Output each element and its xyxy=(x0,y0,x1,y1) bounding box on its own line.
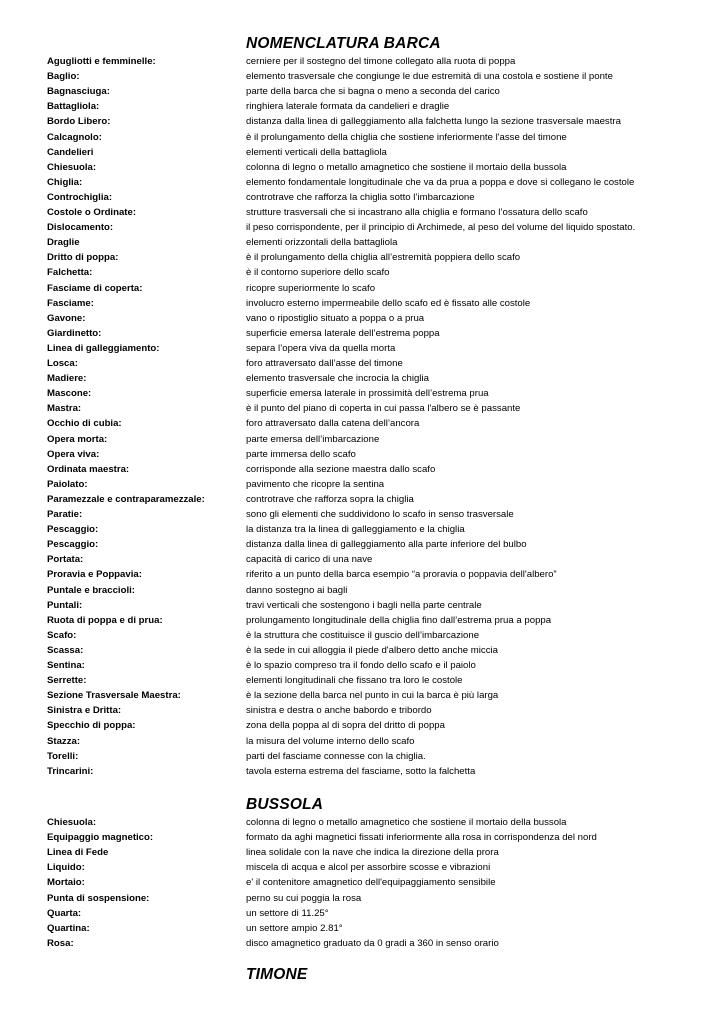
glossary-definition: linea solidale con la nave che indica la direzione della prora xyxy=(246,847,499,859)
glossary-definition: parti del fasciame connesse con la chiglia. xyxy=(246,750,426,762)
glossary-term: Linea di galleggiamento: xyxy=(47,342,160,354)
glossary-entry xyxy=(0,658,724,673)
glossary-term: Pescaggio: xyxy=(47,524,99,536)
glossary-term: Draglie xyxy=(47,237,80,249)
glossary-definition: parte emersa dell’imbarcazione xyxy=(246,433,380,445)
glossary-entry xyxy=(0,507,724,522)
glossary-entry xyxy=(0,356,724,371)
glossary-definition: foro attraversato dalla catena dell’ancora xyxy=(246,418,420,430)
glossary-definition: strutture trasversali che si incastrano alla chiglia e formano l’ossatura dello scafo xyxy=(246,207,588,218)
glossary-term: Candelieri xyxy=(47,146,94,158)
glossary-term: Occhio di cubia: xyxy=(47,418,122,430)
glossary-definition: riferito a un punto della barca esempio “a proravia o poppavia dell'albero” xyxy=(246,569,557,581)
glossary-definition: sono gli elementi che suddividono lo scafo in senso trasversale xyxy=(246,509,514,520)
glossary-definition: capacità di carico di una nave xyxy=(246,554,373,566)
glossary-definition: superficie emersa laterale dell’estrema poppa xyxy=(246,327,440,339)
glossary-entry xyxy=(0,160,724,175)
glossary-entry xyxy=(0,311,724,326)
glossary-definition: ringhiera laterale formata da candelieri e draglie xyxy=(246,101,450,113)
glossary-entry xyxy=(0,845,724,860)
glossary-definition: è il prolungamento della chiglia all’estremità poppiera dello scafo xyxy=(246,252,521,264)
glossary-definition: parte della barca che si bagna o meno a seconda del carico xyxy=(246,86,500,98)
glossary-term: Proravia e Poppavia: xyxy=(47,569,142,581)
glossary-entry xyxy=(0,537,724,552)
glossary-term: Pescaggio: xyxy=(47,539,99,551)
glossary-entry xyxy=(0,567,724,582)
glossary-term: Quarta: xyxy=(47,907,82,919)
glossary-entry xyxy=(0,906,724,921)
glossary-definition: un settore ampio 2.81° xyxy=(246,922,343,934)
glossary-entry xyxy=(0,477,724,492)
glossary-term: Puntale e braccioli: xyxy=(47,584,135,596)
glossary-entry xyxy=(0,69,724,84)
glossary-definition: distanza dalla linea di galleggiamento alla falchetta lungo la sezione trasversale maestra xyxy=(246,116,621,128)
glossary-entry xyxy=(0,860,724,875)
glossary-term: Fasciame: xyxy=(47,297,94,309)
glossary-term: Dritto di poppa: xyxy=(47,252,119,264)
glossary-entry xyxy=(0,250,724,265)
glossary-entry xyxy=(0,114,724,129)
glossary-entry xyxy=(0,341,724,356)
section-title: NOMENCLATURA BARCA xyxy=(246,35,441,52)
glossary-definition: elemento fondamentale longitudinale che va da prua a poppa e dove si collegano le costole xyxy=(246,176,635,188)
glossary-definition: controtrave che rafforza sopra la chiglia xyxy=(246,493,414,505)
glossary-term: Falchetta: xyxy=(47,267,93,279)
glossary-entry xyxy=(0,583,724,598)
glossary-definition: disco amagnetico graduato da 0 gradi a 360 in senso orario xyxy=(246,937,499,949)
glossary-term: Paratie: xyxy=(47,509,83,520)
glossary-definition: zona della poppa al di sopra del dritto di poppa xyxy=(246,720,445,732)
glossary-definition: tavola esterna estrema del fasciame, sotto la falchetta xyxy=(246,765,476,777)
glossary-entry xyxy=(0,703,724,718)
glossary-term: Paramezzale e contraparamezzale: xyxy=(47,493,205,505)
glossary-entry xyxy=(0,628,724,643)
glossary-definition: involucro esterno impermeabile dello scafo ed è fissato alle costole xyxy=(246,297,531,309)
glossary-term: Sezione Trasversale Maestra: xyxy=(47,690,181,702)
glossary-entry xyxy=(0,235,724,250)
glossary-term: Scafo: xyxy=(47,629,77,641)
glossary-definition: è la sede in cui alloggia il piede d'albero detto anche miccia xyxy=(246,644,498,656)
glossary-term: Torelli: xyxy=(47,750,79,762)
glossary-entry xyxy=(0,522,724,537)
glossary-definition: e' il contenitore amagnetico dell'equipaggiamento sensibile xyxy=(246,877,496,889)
glossary-entry xyxy=(0,462,724,477)
glossary-entry xyxy=(0,401,724,416)
glossary-entry xyxy=(0,296,724,311)
glossary-term: Portata: xyxy=(47,554,84,566)
glossary-definition: colonna di legno o metallo amagnetico che sostiene il mortaio della bussola xyxy=(246,817,567,828)
glossary-term: Agugliotti e femminelle: xyxy=(47,56,156,67)
glossary-term: Scassa: xyxy=(47,644,84,656)
glossary-entry xyxy=(0,447,724,462)
glossary-definition: prolungamento longitudinale della chiglia fino dall’estrema prua a poppa xyxy=(246,614,552,626)
glossary-term: Punta di sospensione: xyxy=(47,892,150,904)
glossary-entry xyxy=(0,734,724,749)
glossary-term: Costole o Ordinate: xyxy=(47,207,137,218)
glossary-term: Specchio di poppa: xyxy=(47,720,136,732)
glossary-definition: separa l’opera viva da quella morta xyxy=(246,342,396,354)
glossary-definition: ricopre superiormente lo scafo xyxy=(246,282,376,294)
glossary-definition: elemento trasversale che incrocia la chiglia xyxy=(246,373,429,385)
glossary-definition: è il punto del piano di coperta in cui passa l'albero se è passante xyxy=(246,403,521,415)
glossary-entry xyxy=(0,371,724,386)
glossary-entry xyxy=(0,936,724,951)
glossary-entry xyxy=(0,875,724,890)
glossary-entry xyxy=(0,598,724,613)
glossary-definition: pavimento che ricopre la sentina xyxy=(246,478,385,490)
glossary-term: Dislocamento: xyxy=(47,222,114,234)
section-title: TIMONE xyxy=(246,966,308,983)
glossary-definition: un settore di 11.25° xyxy=(246,907,329,919)
glossary-term: Paiolato: xyxy=(47,478,88,490)
glossary-entry xyxy=(0,281,724,296)
glossary-entry xyxy=(0,891,724,906)
glossary-definition: colonna di legno o metallo amagnetico che sostiene il mortaio della bussola xyxy=(246,161,567,173)
glossary-term: Fasciame di coperta: xyxy=(47,282,143,294)
glossary-term: Battagliola: xyxy=(47,101,100,113)
glossary-definition: sinistra e destra o anche babordo e tribordo xyxy=(246,705,432,717)
glossary-definition: elementi orizzontali della battagliola xyxy=(246,237,398,249)
glossary-term: Puntali: xyxy=(47,599,83,611)
glossary-term: Baglio: xyxy=(47,71,80,83)
glossary-entry xyxy=(0,643,724,658)
glossary-entry xyxy=(0,673,724,688)
glossary-term: Liquido: xyxy=(47,862,85,874)
glossary-definition: formato da aghi magnetici fissati inferiormente alla rosa in corrispondenza del nord xyxy=(246,832,597,844)
glossary-entry xyxy=(0,688,724,703)
glossary-entry xyxy=(0,749,724,764)
glossary-term: Sentina: xyxy=(47,660,85,671)
glossary-entry xyxy=(0,613,724,628)
glossary-term: Linea di Fede xyxy=(47,847,109,859)
glossary-term: Mortaio: xyxy=(47,877,85,889)
glossary-entry xyxy=(0,552,724,567)
glossary-term: Stazza: xyxy=(47,735,81,747)
glossary-definition: vano o ripostiglio situato a poppa o a prua xyxy=(246,312,425,324)
glossary-definition: è lo spazio compreso tra il fondo dello scafo e il paiolo xyxy=(246,660,476,671)
glossary-entry xyxy=(0,205,724,220)
glossary-entry xyxy=(0,921,724,936)
glossary-term: Calcagnolo: xyxy=(47,131,102,143)
glossary-definition: danno sostegno ai bagli xyxy=(246,584,348,596)
glossary-entry xyxy=(0,326,724,341)
glossary-definition: parte immersa dello scafo xyxy=(246,448,356,460)
glossary-definition: elemento trasversale che congiunge le due estremità di una costola e sostiene il ponte xyxy=(246,71,613,83)
glossary-definition: perno su cui poggia la rosa xyxy=(246,892,362,904)
glossary-entry xyxy=(0,175,724,190)
glossary-entry xyxy=(0,718,724,733)
glossary-term: Mascone: xyxy=(47,388,92,400)
glossary-definition: travi verticali che sostengono i bagli nella parte centrale xyxy=(246,599,482,611)
glossary-definition: elementi verticali della battagliola xyxy=(246,146,387,158)
glossary-term: Rosa: xyxy=(47,937,74,949)
glossary-term: Opera viva: xyxy=(47,448,100,460)
glossary-entry xyxy=(0,386,724,401)
glossary-definition: miscela di acqua e alcol per assorbire scosse e vibrazioni xyxy=(246,862,491,874)
glossary-term: Gavone: xyxy=(47,312,86,324)
glossary-definition: controtrave che rafforza la chiglia sotto l’imbarcazione xyxy=(246,191,475,203)
glossary-term: Ruota di poppa e di prua: xyxy=(47,614,163,626)
glossary-entry xyxy=(0,190,724,205)
glossary-definition: è la struttura che costituisce il guscio dell’imbarcazione xyxy=(246,629,480,641)
glossary-entry xyxy=(0,492,724,507)
glossary-term: Mastra: xyxy=(47,403,82,415)
glossary-term: Trincarini: xyxy=(47,765,94,777)
glossary-term: Ordinata maestra: xyxy=(47,463,130,475)
glossary-entry xyxy=(0,99,724,114)
glossary-definition: elementi longitudinali che fissano tra loro le costole xyxy=(246,675,463,687)
glossary-entry xyxy=(0,265,724,280)
glossary-term: Madiere: xyxy=(47,373,87,385)
glossary-definition: distanza dalla linea di galleggiamento alla parte inferiore del bulbo xyxy=(246,539,527,551)
glossary-definition: foro attraversato dall’asse del timone xyxy=(246,358,403,369)
glossary-entry xyxy=(0,84,724,99)
glossary-entry xyxy=(0,145,724,160)
section-title: BUSSOLA xyxy=(246,796,324,813)
glossary-entry xyxy=(0,54,724,69)
glossary-entry xyxy=(0,220,724,235)
glossary-term: Chiesuola: xyxy=(47,161,97,173)
glossary-definition: il peso corrispondente, per il principio di Archimede, al peso del volume del liquido spostato. xyxy=(246,222,636,234)
glossary-definition: corrisponde alla sezione maestra dallo scafo xyxy=(246,463,436,475)
glossary-definition: cerniere per il sostegno del timone collegato alla ruota di poppa xyxy=(246,56,516,67)
glossary-entry xyxy=(0,815,724,830)
glossary-term: Bordo Libero: xyxy=(47,116,111,128)
glossary-term: Chiesuola: xyxy=(47,817,97,828)
glossary-term: Quartina: xyxy=(47,922,90,934)
glossary-entry xyxy=(0,416,724,431)
glossary-definition: è il prolungamento della chiglia che sostiene inferiormente l'asse del timone xyxy=(246,131,567,143)
glossary-term: Equipaggio magnetico: xyxy=(47,832,154,844)
glossary-definition: la distanza tra la linea di galleggiamento e la chiglia xyxy=(246,524,465,536)
glossary-term: Chiglia: xyxy=(47,176,83,188)
glossary-definition: superficie emersa laterale in prossimità dell’estrema prua xyxy=(246,388,489,400)
glossary-definition: è il contorno superiore dello scafo xyxy=(246,267,390,279)
glossary-term: Bagnasciuga: xyxy=(47,86,110,98)
glossary-definition: è la sezione della barca nel punto in cui la barca è più larga xyxy=(246,690,499,702)
glossary-entry xyxy=(0,130,724,145)
glossary-definition: la misura del volume interno dello scafo xyxy=(246,735,415,747)
glossary-term: Giardinetto: xyxy=(47,327,102,339)
glossary-term: Losca: xyxy=(47,358,78,369)
glossary-term: Controchiglia: xyxy=(47,191,113,203)
glossary-term: Serrette: xyxy=(47,675,87,687)
glossary-entry xyxy=(0,830,724,845)
glossary-entry xyxy=(0,432,724,447)
glossary-term: Opera morta: xyxy=(47,433,108,445)
glossary-entry xyxy=(0,764,724,779)
glossary-term: Sinistra e Dritta: xyxy=(47,705,122,717)
